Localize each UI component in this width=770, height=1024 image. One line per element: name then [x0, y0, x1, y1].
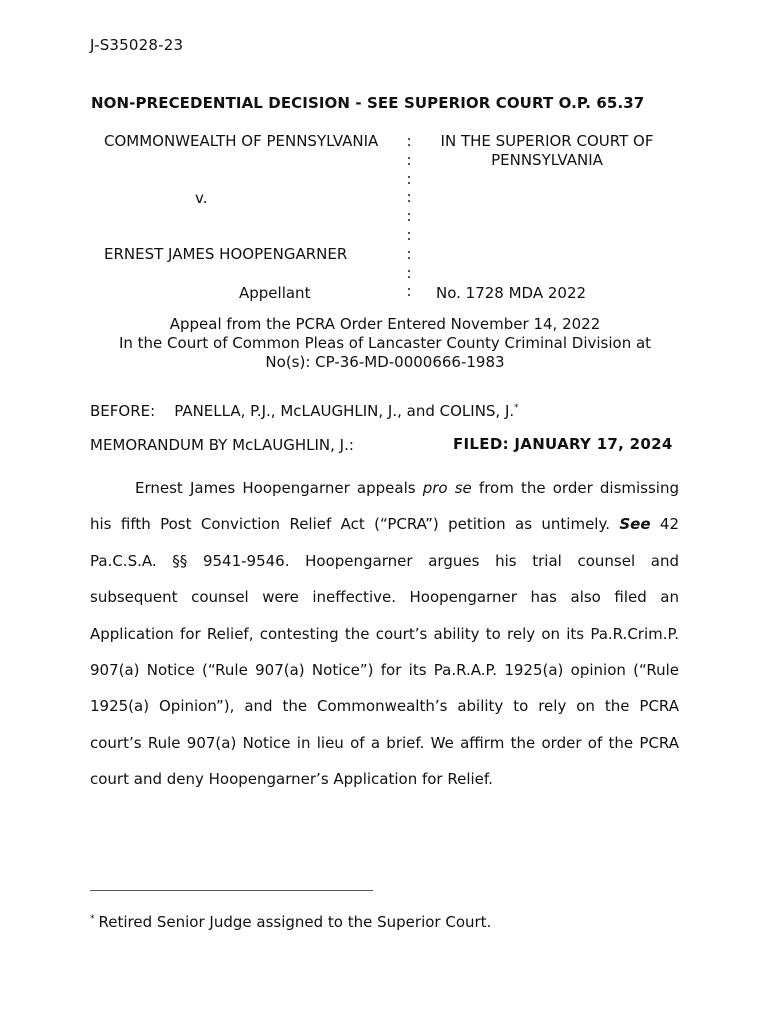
footnote-text: Retired Senior Judge assigned to the Superior Court. [98, 913, 492, 931]
caption-court [420, 132, 674, 170]
filed-date: FILED: JANUARY 17, 2024 [453, 435, 673, 453]
footnote-divider [90, 890, 373, 891]
caption-plaintiff: COMMONWEALTH OF PENNSYLVANIA [104, 132, 379, 150]
court-line-1: IN THE SUPERIOR COURT OF [440, 132, 654, 150]
appeal-info [90, 315, 680, 372]
caption-defendant: ERNEST JAMES HOOPENGARNER [104, 245, 348, 263]
caption-versus: v. [195, 189, 208, 207]
before-label: BEFORE: [90, 402, 156, 420]
opinion-body [90, 470, 679, 798]
appeal-line-1: Appeal from the PCRA Order Entered November 14, 2022 [169, 315, 601, 333]
appeal-line-3: No(s): CP-36-MD-0000666-1983 [265, 353, 505, 371]
court-line-2: PENNSYLVANIA [491, 151, 603, 169]
caption-colon-divider: : : : : : : : : : [406, 132, 412, 301]
docket-number: J-S35028-23 [90, 36, 184, 54]
appeal-line-2: In the Court of Common Pleas of Lancaster County Criminal Division at [118, 334, 652, 352]
footnote-marker-label: * [90, 914, 95, 924]
panel-before [90, 402, 519, 420]
paragraph: Ernest James Hoopengarner appeals pro se from the order dismissing his fifth Post Conviction Relief Act (“PCRA”) petition as untimely. See 42 Pa.C.S.A. §§ 9541-9546. Hoopengarner argues his trial counsel and subsequent counsel were ineffective. Hoopengarner has also filed an Application for Relief, contesting the court’s ability to rely on its Pa.R.Crim.P. 907(a) Notice (“Rule 907(a) Notice”) for its Pa.R.A.P. 1925(a) opinion (“Rule 1925(a) Opinion”), and the Commonwealth’s ability to rely on the PCRA court’s Rule 907(a) Notice in lieu of a brief. We affirm the order of the PCRA court and deny Hoopengarner’s Application for Relief. [90, 479, 679, 789]
memorandum-author: MEMORANDUM BY McLAUGHLIN, J.: [90, 436, 354, 454]
footnote [90, 913, 491, 931]
judges: PANELLA, P.J., McLAUGHLIN, J., and COLINS, J. [174, 402, 515, 420]
case-number: No. 1728 MDA 2022 [436, 284, 587, 302]
caption-role: Appellant [239, 284, 311, 302]
non-precedential-header: NON-PRECEDENTIAL DECISION - SEE SUPERIOR COURT O.P. 65.37 [91, 94, 645, 112]
footnote-marker[interactable]: * [514, 403, 519, 413]
